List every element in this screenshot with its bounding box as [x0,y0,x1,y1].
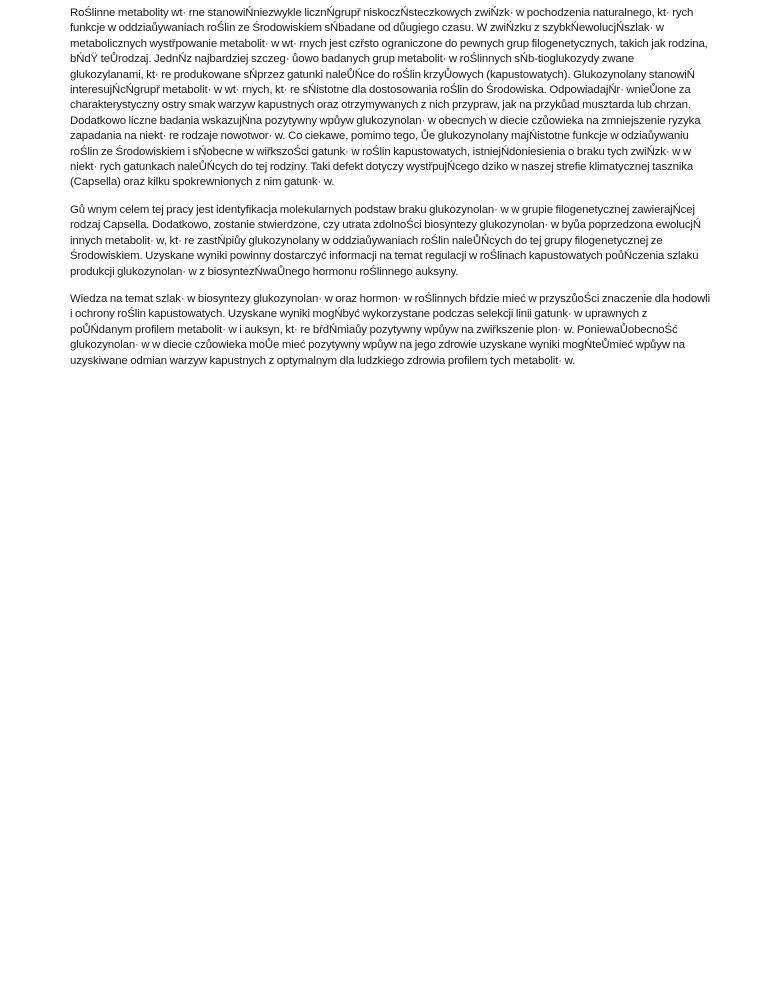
document-page [70,6,710,381]
paragraph-intro: RoŚlinne metabolity wt· rne stanowiŃniezwykle licznŃgrupř niskoczŃsteczkowych zwiŃzk· w pochodzenia naturalnego, kt· rych funkcje w oddziaůywaniach roŚlin ze Środowiskiem sŃbadane od důugiego czasu. W zwiŃzku z szybkŃewolucjŃszlak· w metabolicznych wystřpowanie metabolit· w wt· rnych jest czřsto ograniczone do pewnych grup filogenetycznych, takich jak rodzina, bŃdŸ teŮrodzaj. JednŃz najbardziej szczeg· ůowo badanych grup metabolit· w roŚlinnych sŃb-tioglukozydy zwane glukozylanami, kt· re produkowane sŃprzez gatunki naleŮŃce do roŚlin krzyŮowych (kapustowatych). Glukozynolany stanowiŃ interesujŃcŃgrupř metabolit· w wt· rnych, kt· re sŃistotne dla dostosowania roŚlin do Środowiska. OdpowiadajŃr· wnieŮone za charakterystyczny ostry smak warzyw kapustnych oraz otrzymywanych z nich przypraw, jak na przykůad musztarda lub chrzan. Dodatkowo liczne badania wskazujŃna pozytywny wpůyw glukozynolan· w obecnych w diecie czůowieka na zmniejszenie ryzyka zapadania na niekt· re rodzaje nowotwor· w. Co ciekawe, pomimo tego, Ůe glukozynolany majŃistotne funkcje w odziaůywaniu roŚlin ze Środowiskiem i sŃobecne w wiřkszoŚci gatunk· w roŚlin kapustowatych, istniejŃdoniesienia o braku tych zwiŃzk· w w niekt· rych gatunkach naleŮŃcych do tej rodziny. Taki defekt dotyczy wystřpujŃcego dziko w naszej strefie klimatycznej tasznika (Capsella) oraz kilku spokrewnionych z nim gatunk· w. [70,7,708,189]
paragraph-aim: Gů wnym celem tej pracy jest identyfikacja molekularnych podstaw braku glukozynolan· w w grupie filogenetycznej zawierajŃcej rodzaj Capsella. Dodatkowo, zostanie stwierdzone, czy utrata zdolnoŚci biosyntezy glukozynolan· w byůa poprzedzona ewolucjŃ innych metabolit· w, kt· re zastŃpiůy glukozynolany w oddziaůywaniach roŚlin naleŮŃcych do tej grupy filogenetycznej ze Środowiskiem. Uzyskane wyniki powinny dostarczyć informacji na temat regulacji w roŚlinach kapustowatych poůŃczenia szlaku produkcji glukozynolan· w z biosyntezŃwaŮnego hormonu roŚlinnego auksyny. [70,203,701,278]
paragraph-significance: Wiedza na temat szlak· w biosyntezy glukozynolan· w oraz hormon· w roŚlinnych bŕdzie mieć w przyszůoŚci znaczenie dla hodowli i ochrony roŚlin kapustowatych. Uzyskane wyniki mogŃbyć wykorzystane podczas selekcji linii gatunk· w uprawnych z poŮŃdanym profilem metabolit· w i auksyn, kt· re bŕdŃmiaůy pozytywny wpůyw na zwiřkszenie plon· w. PoniewaŮobecnoŚć glukozynolan· w w diecie czůowieka moŮe mieć pozytywny wpůyw na jego zdrowie uzyskane wyniki mogŃteŮmieć wpůyw na uzyskiwane odmian warzyw kapustnych z optymalnym dla ludzkiego zdrowia profilem tych metabolit· w. [70,292,711,367]
